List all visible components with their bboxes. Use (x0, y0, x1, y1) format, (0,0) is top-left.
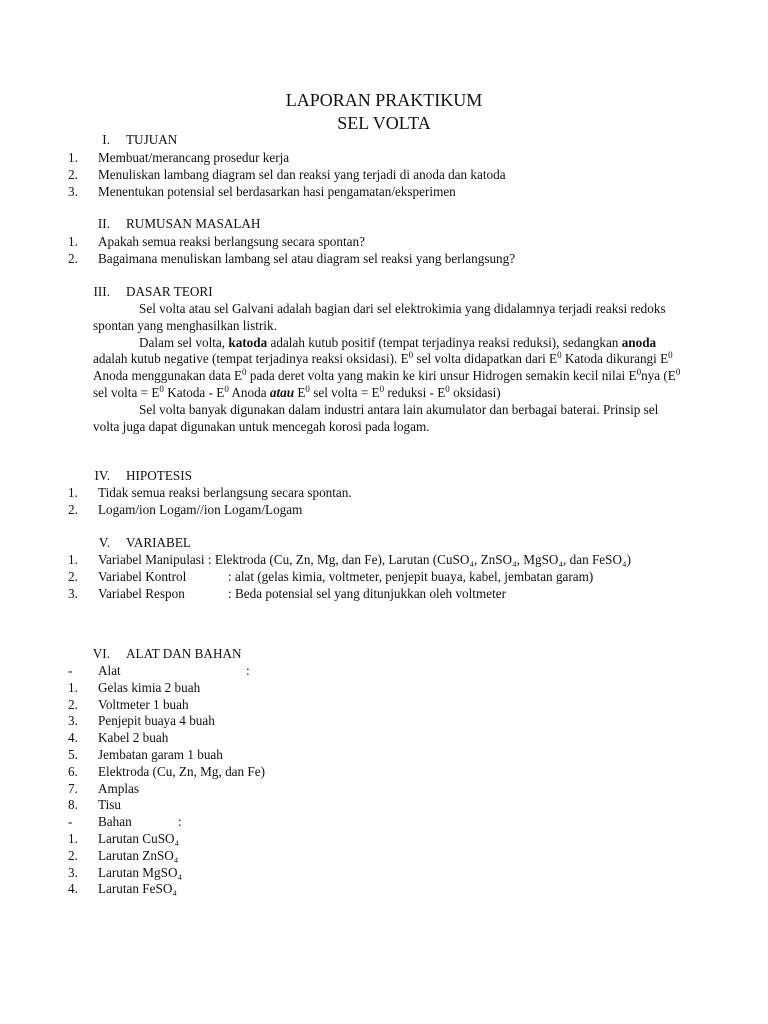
list-item: 2. Voltmeter 1 buah (68, 696, 189, 712)
list-item: 3. Larutan MgSO₄ (68, 864, 183, 880)
doc-title-line1: LAPORAN PRAKTIKUM (285, 90, 483, 110)
section-number: III. (93, 284, 110, 299)
list-item: 1. Tidak semua reaksi berlangsung secara spontan. (68, 485, 352, 500)
list-item: 6. Elektroda (Cu, Zn, Mg, dan Fe) (68, 763, 266, 779)
tujuan-list (68, 150, 708, 200)
section-name: TUJUAN (126, 132, 178, 147)
list-item: 2. Bagaimana menuliskan lambang sel atau diagram sel reaksi yang berlangsung? (68, 250, 516, 266)
list-item: 2. Variabel Kontrol : alat (gelas kimia, voltmeter, penjepit buaya, kabel, jembatan garam) (68, 568, 594, 584)
list-item: 3. Variabel Respon : Beda potensial sel yang ditunjukkan oleh voltmeter (68, 585, 506, 601)
list-item: 4. Kabel 2 buah (68, 730, 169, 746)
dasar-teori-body (93, 301, 683, 435)
section-name: DASAR TEORI (126, 284, 213, 299)
list-item: 1. Membuat/merancang prosedur kerja (68, 150, 290, 165)
list-item: 8. Tisu (68, 797, 121, 813)
list-item: 5. Jembatan garam 1 buah (68, 746, 223, 762)
section-number: IV. (94, 468, 110, 483)
list-item: 3. Menentukan potensial sel berdasarkan hasi pengamatan/eksperimen (68, 183, 456, 199)
section-name: ALAT DAN BAHAN (126, 646, 242, 661)
section-number: I. (102, 132, 110, 147)
paragraph: Sel volta atau sel Galvani adalah bagian dari sel elektrokimia yang didalamnya terjadi reaksi redoks spontan yang menghasilkan listrik. (93, 301, 666, 333)
list-item: 1. Gelas kimia 2 buah (68, 679, 201, 695)
section-name: RUMUSAN MASALAH (126, 216, 261, 231)
section-name: VARIABEL (126, 535, 191, 550)
section-name: HIPOTESIS (126, 468, 192, 483)
list-item: 2. Larutan ZnSO₄ (68, 847, 179, 863)
paragraph: Sel volta banyak digunakan dalam industri antara lain akumulator dan berbagai baterai. Prinsip sel volta juga dapat digunakan untuk mencegah korosi pada logam. (93, 401, 659, 434)
variabel-list (68, 552, 708, 602)
list-item: 3. Penjepit buaya 4 buah (68, 713, 215, 729)
list-item: - Bahan : (68, 814, 182, 830)
alat-bahan-list (68, 663, 708, 898)
hipotesis-list (68, 485, 708, 519)
doc-title-line2: SEL VOLTA (337, 113, 431, 133)
list-item: 2. Menuliskan lambang diagram sel dan reaksi yang terjadi di anoda dan katoda (68, 166, 506, 182)
section-number: VI. (92, 646, 110, 661)
list-item: 1. Apakah semua reaksi berlangsung secara spontan? (68, 234, 365, 249)
list-item: 1. Larutan CuSO₄ (68, 830, 180, 846)
list-item: 2. Logam/ion Logam//ion Logam/Logam (68, 501, 303, 517)
list-item: 4. Larutan FeSO₄ (68, 881, 177, 897)
list-item: - Alat : (68, 663, 250, 678)
section-number: II. (97, 216, 110, 231)
rumusan-list (68, 234, 708, 268)
paragraph: Dalam sel volta, katoda adalah kutub positif (tempat terjadinya reaksi reduksi), sedangkan anoda adalah kutub negative (tempat terjadinya reaksi oksidasi). $E^0$ sel volta didapatkan dari $E^0$ Katoda dikurangi $E^0$ Anoda menggunakan data $E^0$ pada deret volta yang makin ke kiri unsur Hidrogen semakin kecil nilai $E^0nya$ ($E^0$ sel volta = $E^0$ Katoda - $E^0$ Anoda atau $E^0$ sel volta = $E^0$ reduksi - $E^0$ oksidasi) (93, 334, 681, 400)
list-item: 7. Amplas (68, 780, 140, 796)
section-number: V. (98, 535, 110, 550)
list-item: 1. Variabel Manipulasi : Elektroda (Cu, Zn, Mg, dan Fe), Larutan (CuSO₄, ZnSO₄, MgSO₄, dan FeSO₄) (68, 552, 632, 567)
